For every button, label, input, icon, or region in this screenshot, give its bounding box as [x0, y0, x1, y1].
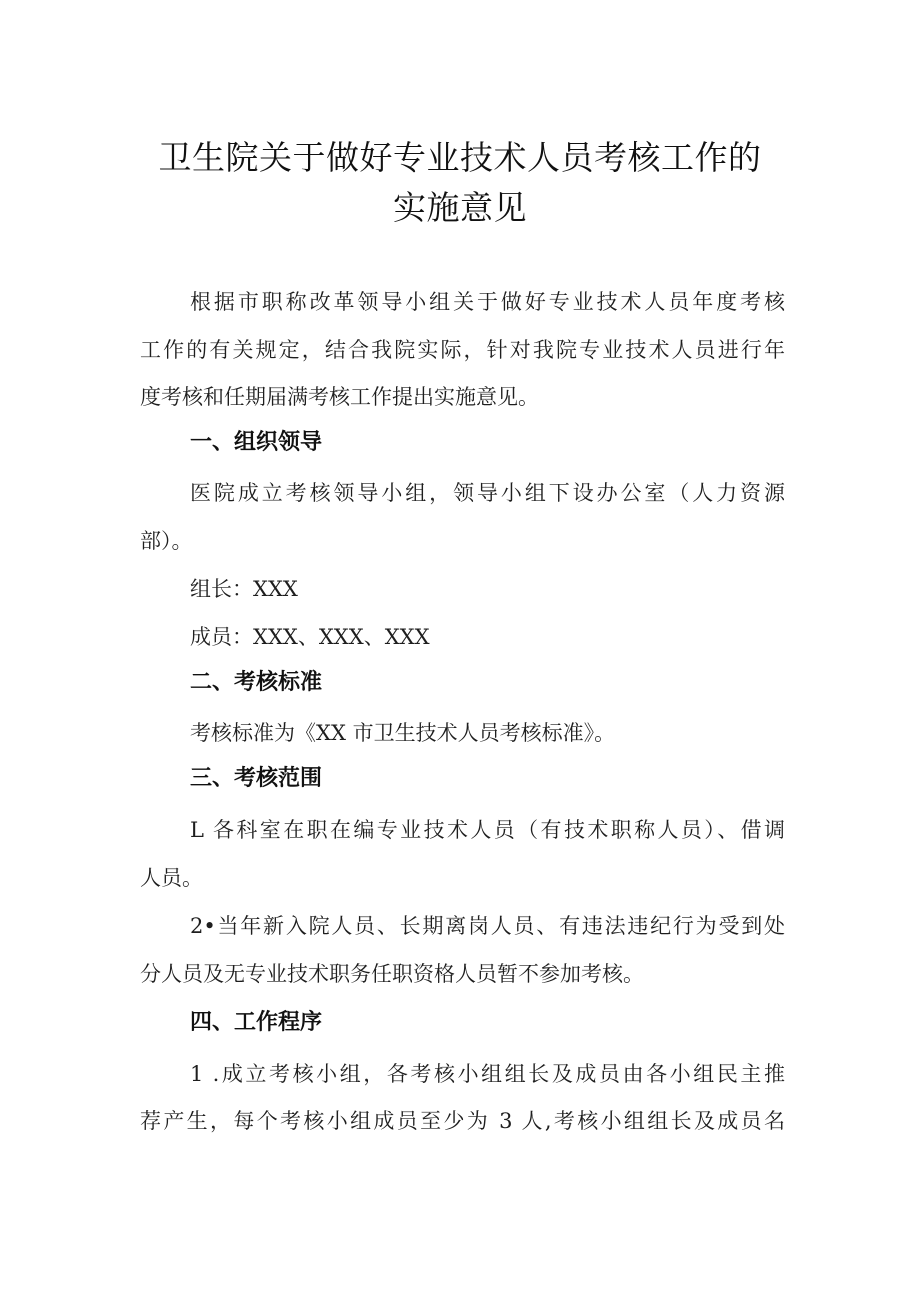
section-3-item-1-line-2: 人员。: [140, 866, 203, 890]
section-1-leader: 组长：XXX: [190, 577, 298, 601]
section-2-paragraph: 考核标准为《XX 市卫生技术人员考核标准》。: [190, 721, 616, 745]
section-1-paragraph-line-1: 医院成立考核领导小组，领导小组下设办公室（人力资源: [190, 481, 785, 505]
section-1-members: 成员：XXX、XXX、XXX: [190, 625, 430, 649]
section-1-heading: 一、组织领导: [190, 430, 323, 455]
section-3-item-2-line-1: 2•当年新入院人员、长期离岗人员、有违法违纪行为受到处: [190, 914, 785, 938]
section-1-paragraph-line-2: 部）。: [140, 529, 193, 553]
document-title-line-1: 卫生院关于做好专业技术人员考核工作的: [158, 138, 762, 177]
section-4-item-1-line-2: 荐产生，每个考核小组成员至少为 3 人,考核小组组长及成员名: [140, 1109, 785, 1133]
section-4-item-1-line-1: 1 .成立考核小组，各考核小组组长及成员由各小组民主推: [190, 1062, 785, 1086]
intro-line-1: 根据市职称改革领导小组关于做好专业技术人员年度考核: [190, 290, 785, 314]
intro-line-2: 工作的有关规定，结合我院实际，针对我院专业技术人员进行年: [140, 338, 785, 362]
section-3-heading: 三、考核范围: [190, 766, 323, 791]
document-title-line-2: 实施意见: [393, 188, 527, 227]
intro-line-3: 度考核和任期届满考核工作提出实施意见。: [140, 385, 539, 409]
section-3-item-2-line-2: 分人员及无专业技术职务任职资格人员暂不参加考核。: [140, 962, 644, 986]
section-3-item-1-line-1: L 各科室在职在编专业技术人员（有技术职称人员）、借调: [190, 818, 785, 842]
section-2-heading: 二、考核标准: [190, 670, 323, 695]
section-4-heading: 四、工作程序: [190, 1010, 323, 1035]
